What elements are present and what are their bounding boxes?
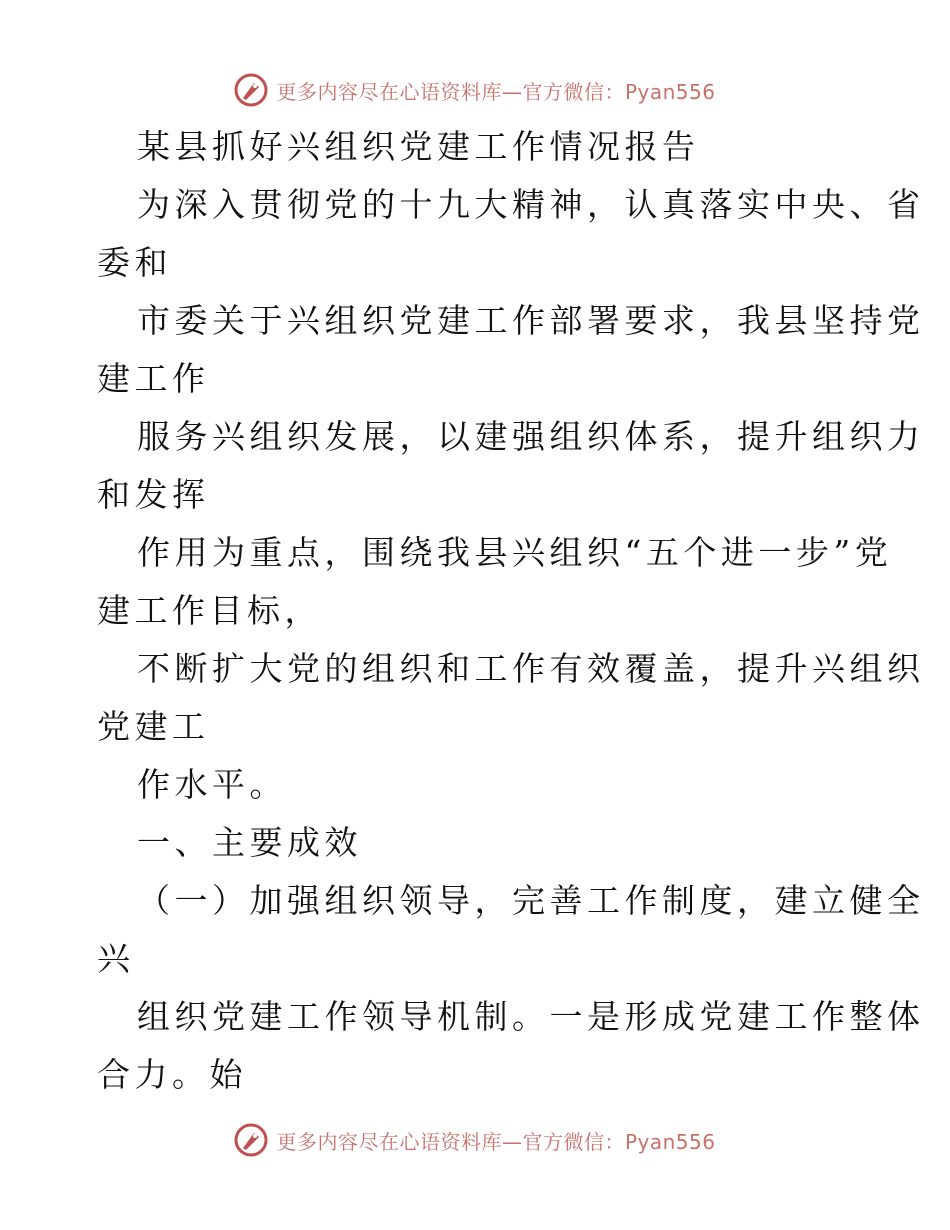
document-line: 党建工 (97, 707, 210, 746)
document-line: 作用为重点，围绕我县兴组织“五个进一步”党 (137, 533, 893, 572)
document-line: 不断扩大党的组织和工作有效覆盖，提升兴组织 (137, 649, 925, 688)
watermark-text: 更多内容尽在心语资料库—官方微信：Pyan556 (276, 79, 716, 104)
document-line: 某县抓好兴组织党建工作情况报告 (137, 127, 700, 166)
header-watermark (0, 70, 950, 110)
document-line: 合力。始 (97, 1055, 247, 1094)
document-line: 建工作目标， (97, 591, 322, 630)
document-line: 建工作 (97, 359, 210, 398)
document-body (97, 118, 925, 1104)
document-line: 和发挥 (97, 475, 210, 514)
pen-nib-logo-icon (234, 1123, 268, 1157)
document-line: 兴 (97, 939, 135, 978)
document-line: 市委关于兴组织党建工作部署要求，我县坚持党 (137, 301, 925, 340)
document-line: 委和 (97, 243, 172, 282)
document-line: 一、主要成效 (137, 823, 362, 862)
footer-watermark (0, 1120, 950, 1160)
document-line: 组织党建工作领导机制。一是形成党建工作整体 (137, 997, 925, 1036)
document-line: 作水平。 (137, 765, 287, 804)
pen-nib-logo-icon (234, 73, 268, 107)
document-line: （一）加强组织领导，完善工作制度，建立健全 (137, 881, 925, 920)
watermark-text: 更多内容尽在心语资料库—官方微信：Pyan556 (276, 1129, 716, 1154)
document-line: 为深入贯彻党的十九大精神，认真落实中央、省 (137, 185, 925, 224)
document-line: 服务兴组织发展，以建强组织体系，提升组织力 (137, 417, 925, 456)
